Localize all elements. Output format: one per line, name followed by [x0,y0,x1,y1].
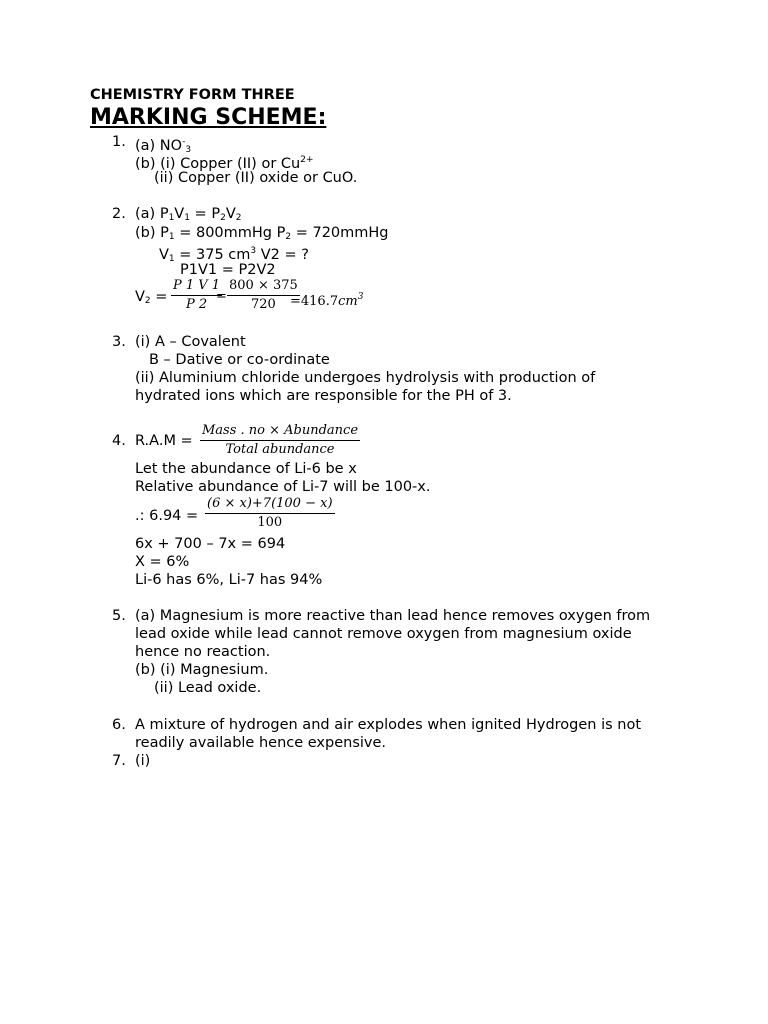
q2-fraction-symbolic-numerator: P 1 V 1 [171,278,222,296]
q3-answer-i-a: (i) A – Covalent [135,334,246,350]
q2-fraction-symbolic-denominator: P 2 [185,297,208,312]
q4-ram-label: R.A.M = [135,433,193,449]
q5-answer-a-line3: hence no reaction. [135,644,271,660]
q4-number: 4. [112,433,126,449]
q2-result: $=416.7cm^3$ [290,292,364,309]
q4-line-x-value: X = 6% [135,554,190,570]
q4-calc-label: .: 6.94 = [135,508,199,524]
q3-answer-ii-line1: (ii) Aluminium chloride undergoes hydrolysis with production of [135,370,596,386]
q5-answer-b-ii: (ii) Lead oxide. [154,680,262,696]
q1-answer-b-ii: (ii) Copper (II) oxide or CuO. [154,170,358,186]
q2-fraction-numeric [227,278,300,313]
q3-number: 3. [112,334,126,350]
q2-answer-b: (b) $P_1$ = 800mmHg $P_2$ = 720mmHg [135,225,389,242]
q1-number: 1. [112,134,126,150]
q2-fraction-symbolic [171,278,222,313]
q3-answer-ii-line2: hydrated ions which are responsible for the PH of 3. [135,388,512,404]
q4-line-conclusion: Li-6 has 6%, Li-7 has 94% [135,572,323,588]
q2-answer-a: (a) $P_1V_1 = P_2V_2$ [135,206,242,223]
q5-answer-b-i: (b) (i) Magnesium. [135,662,269,678]
q5-answer-a-line1: (a) Magnesium is more reactive than lead hence removes oxygen from [135,608,651,624]
q2-v1-line: $V_1 = 375$ $cm^3$ V2 = ? [159,246,309,264]
page-heading: MARKING SCHEME: [90,105,327,130]
q5-answer-a-line2: lead oxide while lead cannot remove oxygen from magnesium oxide [135,626,632,642]
q6-answer-line1: A mixture of hydrogen and air explodes when ignited Hydrogen is not [135,717,642,733]
q6-number: 6. [112,717,126,733]
q1-answer-a: (a) $NO^-_3$ [135,137,192,155]
q4-line-abundance-li6: Let the abundance of Li-6 be x [135,461,357,477]
q4-calc-denominator: 100 [257,515,283,530]
q4-line-equation: 6x + 700 – 7x = 694 [135,536,286,552]
q4-line-abundance-li7: Relative abundance of Li-7 will be 100-x. [135,479,431,495]
q4-calc-fraction [205,496,335,531]
q4-ram-numerator: Mass . no × Abundance [200,423,360,441]
q2-number: 2. [112,206,126,222]
document-title: CHEMISTRY FORM THREE [90,87,295,103]
q4-ram-fraction [200,423,360,458]
q7-answer-i: (i) [135,753,151,769]
q4-calc-numerator: (6 × x)+7(100 − x) [205,496,335,514]
q2-boyle-equation: P1V1 = P2V2 [180,262,276,278]
q4-ram-denominator: Total abundance [225,442,335,457]
q5-number: 5. [112,608,126,624]
q2-fraction-numeric-denominator: 720 [250,297,276,312]
q1-answer-b-i: (b) (i) Copper (II) or $Cu^{2+}$ [135,155,314,172]
q2-v2-label: $V_2$ = [135,289,168,306]
q2-equals-sign: = [216,289,227,304]
q6-answer-line2: readily available hence expensive. [135,735,387,751]
q2-fraction-numeric-numerator: 800 × 375 [227,278,300,296]
q3-answer-i-b: B – Dative or co-ordinate [149,352,330,368]
q7-number: 7. [112,753,126,769]
